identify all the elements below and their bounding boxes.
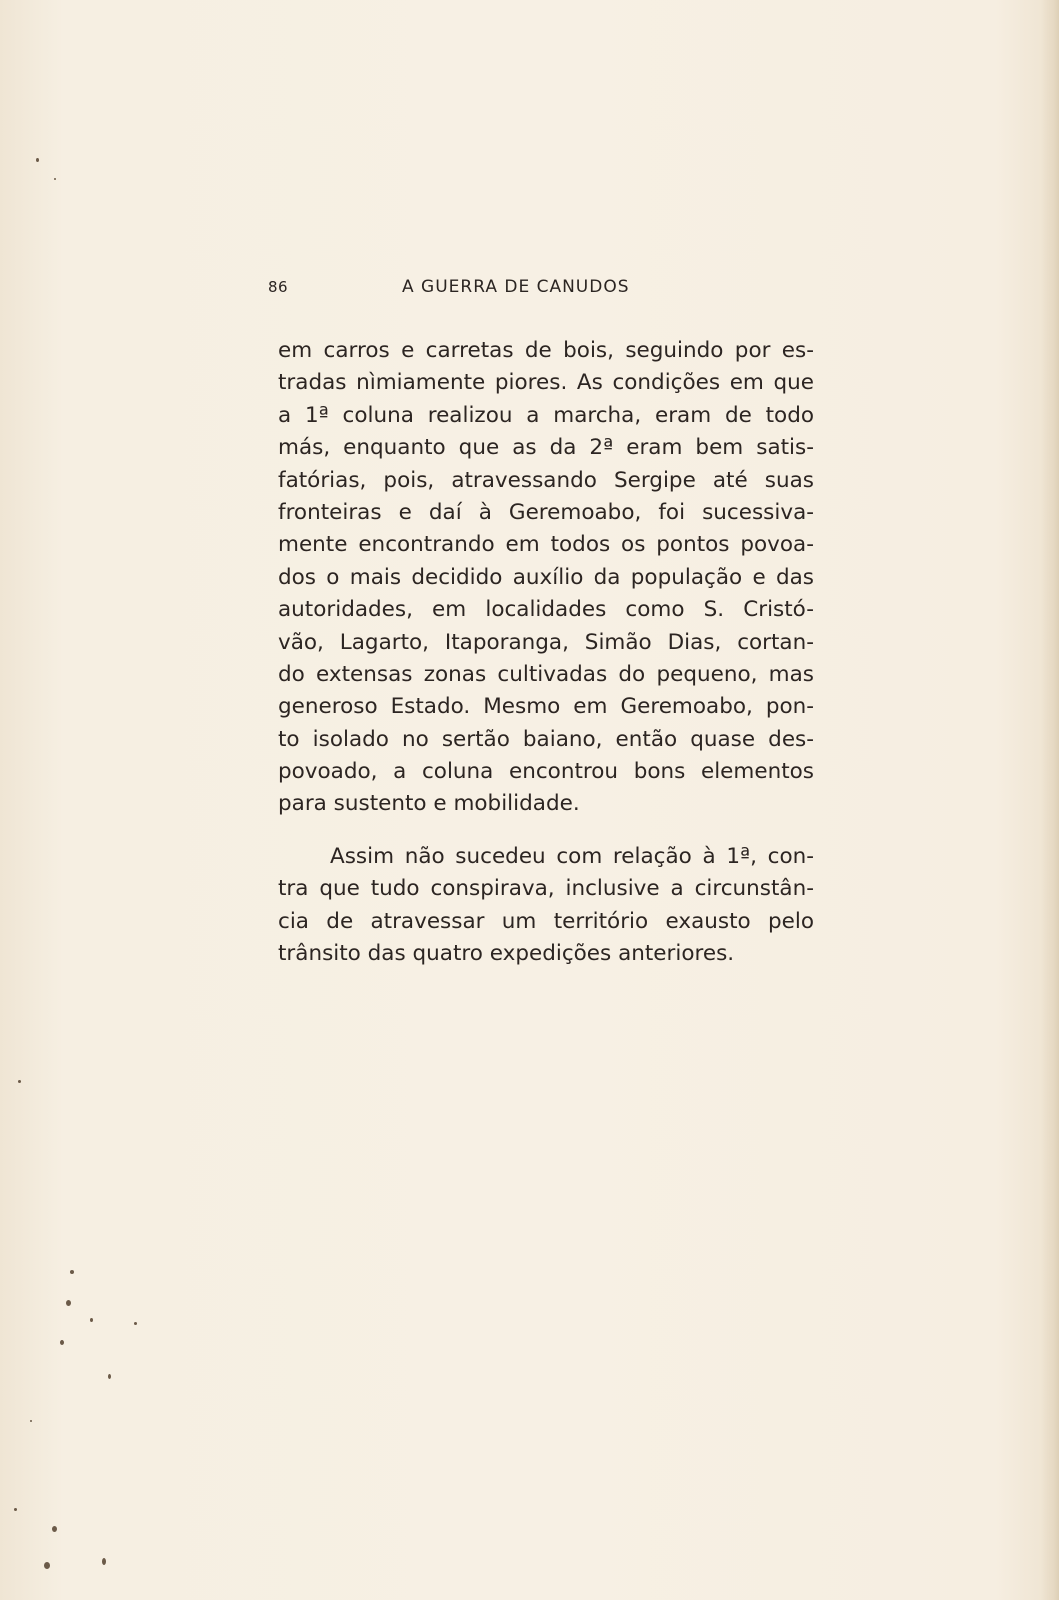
paper-speck xyxy=(70,1270,74,1274)
text-line: dos o mais decidido auxílio da população e das xyxy=(278,564,814,590)
paragraph-1 xyxy=(278,335,814,821)
paper-speck xyxy=(90,1318,93,1322)
text-line: em carros e carretas de bois, seguindo por es- xyxy=(278,338,814,363)
paper-speck xyxy=(108,1374,111,1379)
text-line: autoridades, em localidades como S. Cristó- xyxy=(278,597,814,623)
paper-speck xyxy=(52,1526,57,1532)
text-line: to isolado no sertão baiano, então quase des- xyxy=(278,726,814,752)
text-line: fatórias, pois, atravessando Sergipe até suas xyxy=(278,467,814,493)
text-line: tra que tudo conspirava, inclusive a circunstân- xyxy=(278,876,814,902)
paper-speck xyxy=(60,1340,64,1345)
paper-speck xyxy=(44,1562,50,1569)
text-line: cia de atravessar um território exausto pelo xyxy=(278,908,814,934)
text-line: Assim não sucedeu com relação à 1ª, con- xyxy=(330,843,814,869)
text-line: mente encontrando em todos os pontos povoa- xyxy=(278,532,814,558)
paper-speck xyxy=(30,1420,32,1422)
text-line: fronteiras e daí à Geremoabo, foi sucessiva- xyxy=(278,499,814,525)
text-line: povoado, a coluna encontrou bons elementos xyxy=(278,759,814,785)
page-edge-shadow xyxy=(1041,0,1059,1600)
paper-speck xyxy=(134,1322,137,1325)
text-line: do extensas zonas cultivadas do pequeno, mas xyxy=(278,661,814,687)
text-line: trânsito das quatro expedições anteriores. xyxy=(278,941,735,967)
paper-speck xyxy=(14,1508,17,1511)
text-line: a 1ª coluna realizou a marcha, eram de todo xyxy=(278,402,814,428)
paper-speck xyxy=(36,158,39,162)
text-line: generoso Estado. Mesmo em Geremoabo, pon- xyxy=(278,694,814,720)
page-number: 86 xyxy=(268,278,289,296)
paper-speck xyxy=(54,178,56,180)
paper-speck xyxy=(18,1080,21,1083)
body-text xyxy=(278,335,814,970)
running-title: A GUERRA DE CANUDOS xyxy=(402,277,630,297)
paragraph-2 xyxy=(278,841,814,971)
paper-speck xyxy=(66,1300,71,1306)
paper-speck xyxy=(102,1558,106,1565)
text-line: vão, Lagarto, Itaporanga, Simão Dias, cortan- xyxy=(278,629,814,655)
page-header xyxy=(268,275,813,301)
text-line: más, enquanto que as da 2ª eram bem satis- xyxy=(278,435,814,461)
text-line: tradas nìmiamente piores. As condições em que xyxy=(278,370,814,396)
text-line: para sustento e mobilidade. xyxy=(278,791,580,817)
